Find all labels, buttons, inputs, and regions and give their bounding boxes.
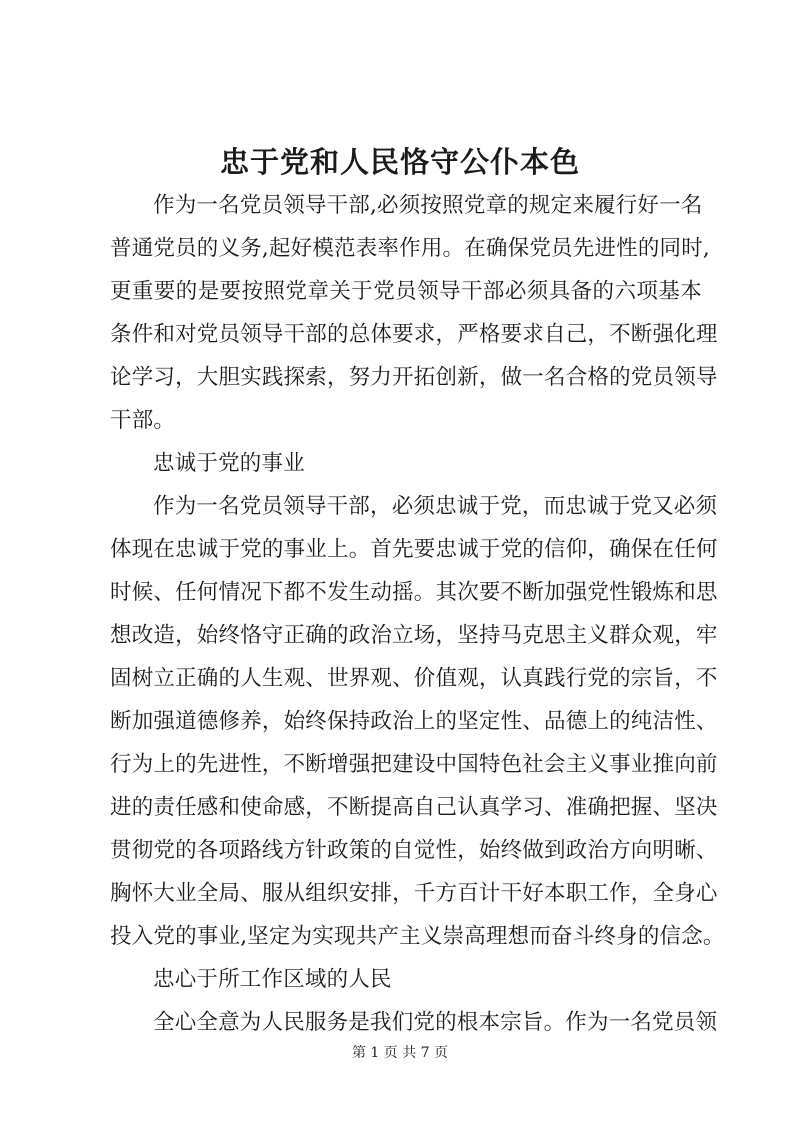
paragraph-line: 断加强道德修养，始终保持政治上的坚定性、品德上的纯洁性、 (110, 709, 718, 734)
paragraph-line: 投入党的事业,坚定为实现共产主义崇高理想而奋斗终身的信念。 (110, 924, 725, 949)
paragraph-line: 想改造，始终恪守正确的政治立场，坚持马克思主义群众观，牢 (110, 623, 718, 648)
paragraph-line: 干部。 (110, 408, 176, 433)
page-footer: 第 1 页 共 7 页 (351, 1045, 449, 1061)
document-body (110, 184, 725, 1044)
paragraph-line: 行为上的先进性，不断增强把建设中国特色社会主义事业推向前 (110, 752, 718, 777)
paragraph-line: 进的责任感和使命感，不断提高自己认真学习、准确把握、坚决 (110, 795, 718, 820)
section-heading: 忠心于所工作区域的人民 (153, 967, 392, 992)
paragraph-line: 论学习，大胆实践探索，努力开拓创新，做一名合格的党员领导 (110, 365, 718, 390)
section-heading: 忠诚于党的事业 (153, 451, 305, 476)
paragraph-line: 全心全意为人民服务是我们党的根本宗旨。作为一名党员领 (153, 1010, 718, 1035)
paragraph-line: 更重要的是要按照党章关于党员领导干部必须具备的六项基本 (110, 279, 702, 304)
paragraph-line: 条件和对党员领导干部的总体要求，严格要求自己，不断强化理 (110, 322, 718, 347)
paragraph-line: 作为一名党员领导干部，必须忠诚于党，而忠诚于党又必须 (153, 494, 718, 519)
paragraph-line: 作为一名党员领导干部,必须按照党章的规定来履行好一名 (153, 193, 703, 218)
document-title: 忠于党和人民恪守公仆本色 (219, 145, 580, 179)
paragraph-line: 体现在忠诚于党的事业上。首先要忠诚于党的信仰，确保在任何 (110, 537, 718, 562)
paragraph-line: 普通党员的义务,起好模范表率作用。在确保党员先进性的同时, (110, 236, 710, 261)
paragraph-line: 时候、任何情况下都不发生动摇。其次要不断加强党性锻炼和思 (110, 580, 718, 605)
paragraph-line: 固树立正确的人生观、世界观、价值观，认真践行党的宗旨，不 (110, 666, 718, 691)
paragraph-line: 贯彻党的各项路线方针政策的自觉性，始终做到政治方向明晰、 (110, 838, 718, 863)
paragraph-line: 胸怀大业全局、服从组织安排，千方百计干好本职工作，全身心 (110, 881, 718, 906)
